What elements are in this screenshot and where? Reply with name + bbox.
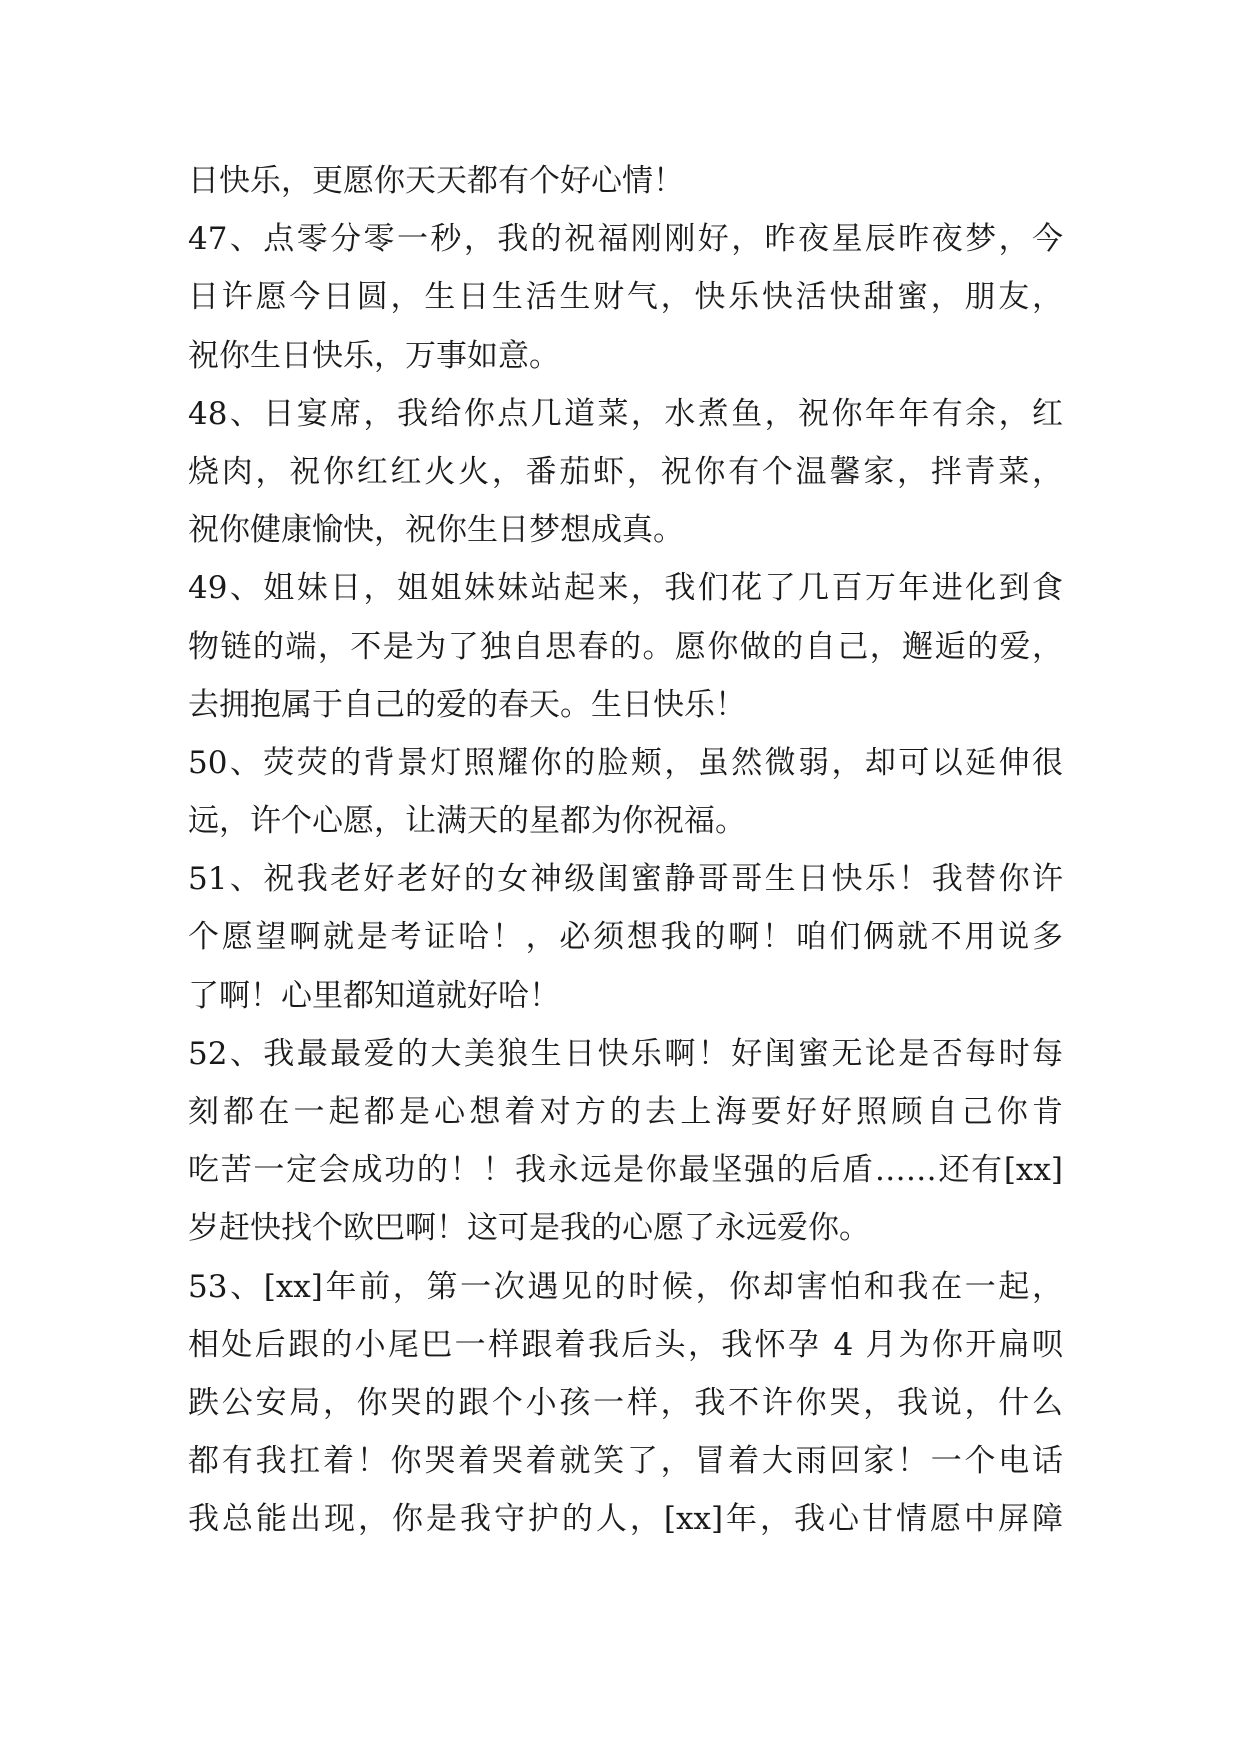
text-line: 50、荧荧的背景灯照耀你的脸颊，虽然微弱，却可以延伸很 bbox=[188, 744, 1063, 781]
text-line: 刻都在一起都是心想着对方的去上海要好好照顾自己你肯 bbox=[188, 1094, 1063, 1130]
text-line: 相处后跟的小尾巴一样跟着我后头，我怀孕 4 月为你开扁呗 bbox=[188, 1326, 1063, 1363]
text-line: 日许愿今日圆，生日生活生财气，快乐快活快甜蜜，朋友， bbox=[188, 279, 1063, 316]
body-text bbox=[188, 152, 1063, 1549]
text-line: 日快乐，更愿你天天都有个好心情！ bbox=[188, 163, 684, 199]
text-line: 个愿望啊就是考证哈！，必须想我的啊！咱们俩就不用说多 bbox=[188, 919, 1063, 956]
text-line: 47、点零分零一秒，我的祝福刚刚好，昨夜星辰昨夜梦，今 bbox=[188, 221, 1063, 258]
text-line: 物链的端，不是为了独自思春的。愿你做的自己，邂逅的爱， bbox=[188, 628, 1063, 665]
text-line: 烧肉，祝你红红火火，番茄虾，祝你有个温馨家，拌青菜， bbox=[188, 453, 1063, 490]
text-line: 去拥抱属于自己的爱的春天。生日快乐！ bbox=[188, 686, 746, 723]
text-line: 48、日宴席，我给你点几道菜，水煮鱼，祝你年年有余，红 bbox=[188, 395, 1063, 432]
text-line: 51、祝我老好老好的女神级闺蜜静哥哥生日快乐！我替你许 bbox=[188, 861, 1063, 898]
text-line: 52、我最最爱的大美狼生日快乐啊！好闺蜜无论是否每时每 bbox=[188, 1035, 1063, 1072]
text-line: 吃苦一定会成功的！！我永远是你最坚强的后盾……还有[xx] bbox=[188, 1152, 1063, 1189]
text-line: 我总能出现，你是我守护的人，[xx]年，我心甘情愿中屏障 bbox=[188, 1501, 1063, 1538]
text-line: 53、[xx]年前，第一次遇见的时候，你却害怕和我在一起， bbox=[188, 1268, 1063, 1305]
text-line: 都有我扛着！你哭着哭着就笑了，冒着大雨回家！一个电话 bbox=[188, 1443, 1063, 1480]
text-line: 远，许个心愿，让满天的星都为你祝福。 bbox=[188, 803, 746, 840]
text-line: 岁赶快找个欧巴啊！这可是我的心愿了永远爱你。 bbox=[188, 1210, 870, 1247]
text-line: 了啊！心里都知道就好哈！ bbox=[188, 977, 560, 1014]
text-line: 跌公安局，你哭的跟个小孩一样，我不许你哭，我说，什么 bbox=[188, 1384, 1063, 1421]
text-line: 祝你健康愉快，祝你生日梦想成真。 bbox=[188, 512, 684, 549]
text-line: 49、姐妹日，姐姐妹妹站起来，我们花了几百万年进化到食 bbox=[188, 570, 1063, 607]
text-line: 祝你生日快乐，万事如意。 bbox=[188, 337, 560, 374]
